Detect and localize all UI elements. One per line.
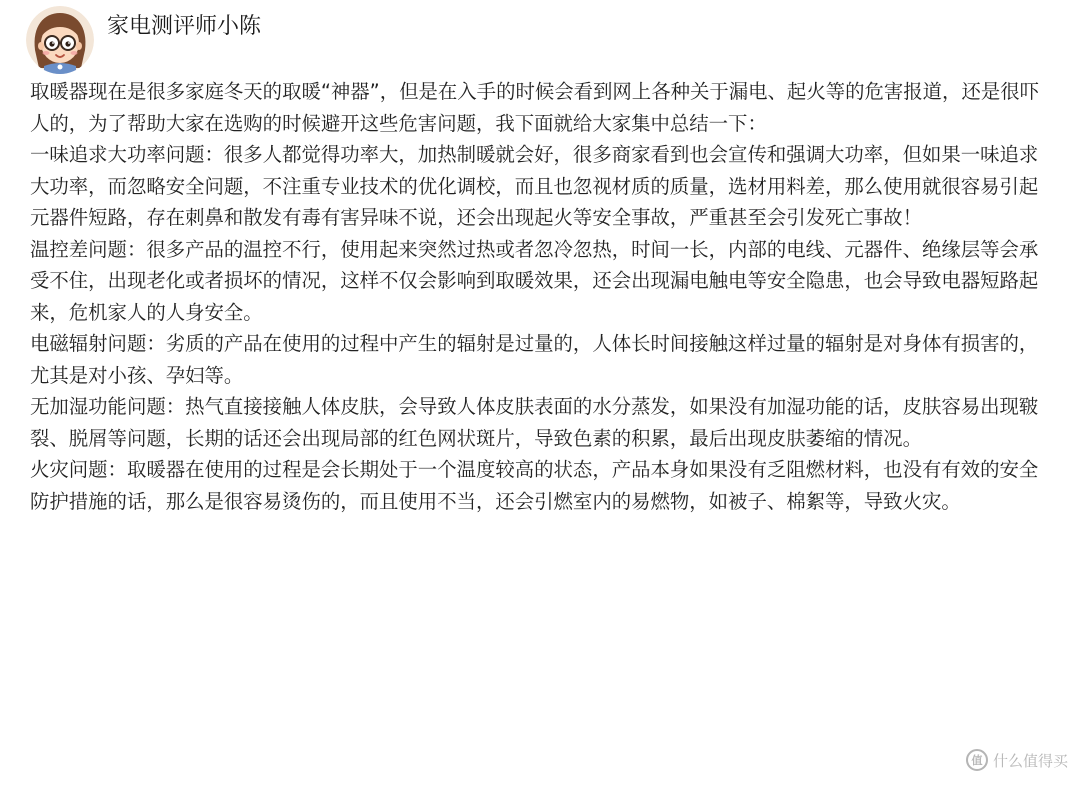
author-name[interactable]: 家电测评师小陈 [107, 14, 262, 39]
paragraph-humidification: 无加湿功能问题：热气直接接触人体皮肤，会导致人体皮肤表面的水分蒸发，如果没有加湿功能的话，皮肤容易出现皲裂、脱屑等问题，长期的话还会出现局部的红色网状斑片，导致色素的积累，最后出现皮肤萎缩的情况。 [30, 395, 1039, 450]
post-header [26, 6, 261, 76]
watermark-text: 什么值得买 [992, 751, 1068, 770]
cartoon-girl-avatar-icon [26, 6, 94, 74]
paragraph-high-power: 一味追求大功率问题：很多人都觉得功率大，加热制暖就会好，很多商家看到也会宣传和强调大功率，但如果一味追求大功率，而忽略安全问题，不注重专业技术的优化调校，而且也忽视材质的质量，选材用料差，那么使用就很容易引起元器件短路，存在刺鼻和散发有毒有害异味不说，还会出现起火等安全事故，严重甚至会引发死亡事故！ [30, 143, 1039, 229]
paragraph-radiation: 电磁辐射问题：劣质的产品在使用的过程中产生的辐射是过量的，人体长时间接触这样过量的辐射是对身体有损害的，尤其是对小孩、孕妇等。 [30, 332, 1039, 387]
paragraph-fire: 火灾问题：取暖器在使用的过程是会长期处于一个温度较高的状态，产品本身如果没有乏阻燃材料，也没有有效的安全防护措施的话，那么是很容易烫伤的，而且使用不当，还会引燃室内的易燃物，如被子、棉絮等，导致火灾。 [30, 458, 1039, 513]
paragraph-temperature-control: 温控差问题：很多产品的温控不行，使用起来突然过热或者忽冷忽热，时间一长，内部的电线、元器件、绝缘层等会承受不住，出现老化或者损坏的情况，这样不仅会影响到取暖效果，还会出现漏电触电等安全隐患，也会导致电器短路起来，危机家人的人身安全。 [30, 237, 1039, 324]
site-watermark [966, 749, 1068, 771]
author-avatar[interactable] [26, 6, 94, 74]
zhi-logo-icon: 值 [966, 749, 988, 771]
intro-paragraph: 取暖器现在是很多家庭冬天的取暖“神器”，但是在入手的时候会看到网上各种关于漏电、起火等的危害报道，还是很吓人的，为了帮助大家在选购的时候避开这些危害问题，我下面就给大家集中总结一下： [30, 80, 1040, 135]
post-body [30, 76, 1040, 517]
